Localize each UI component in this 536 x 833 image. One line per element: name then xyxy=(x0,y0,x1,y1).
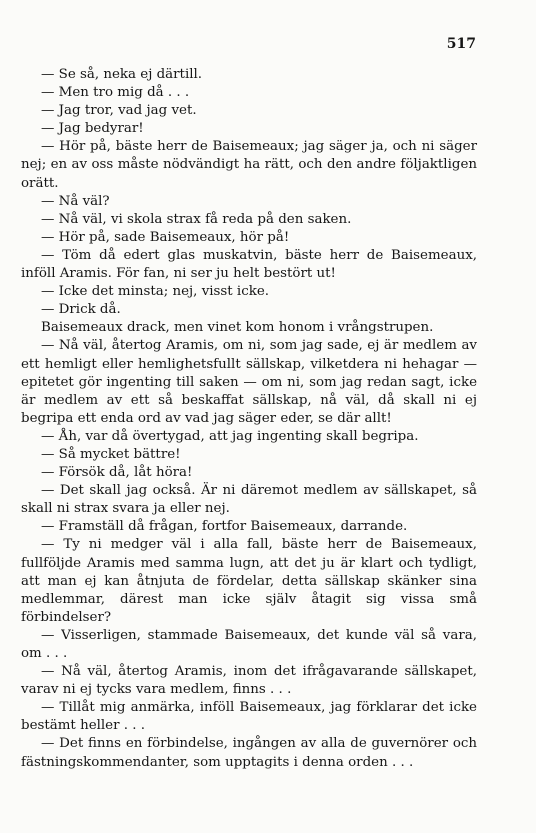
paragraph: — Hör på, sade Baisemeaux, hör på! xyxy=(41,229,290,245)
paragraph: — Jag bedyrar! xyxy=(41,121,144,137)
paragraph: — Nå väl, återtog Aramis, inom det ifrågavarande sällskapet, varav ni ej tycks vara medlem, finns . . . xyxy=(21,664,477,698)
paragraph: — Men tro mig då . . . xyxy=(41,85,190,101)
paragraph: — Det skall jag också. Är ni däremot medlem av sällskapet, så skall ni strax svara ja eller nej. xyxy=(21,483,477,517)
paragraph: — Visserligen, stammade Baisemeaux, det kunde väl så vara, om . . . xyxy=(21,627,477,661)
page-number: 517 xyxy=(446,36,476,52)
paragraph: — Ty ni medger väl i alla fall, bäste herr de Baisemeaux, fullföljde Aramis med samma lugn, att det ju är klart och tydligt, att man ej kan åtnjuta de fördelar, detta sällskap skänker sina medlemmar, därest man icke själv åtagit sig vissa små förbindelser? xyxy=(21,537,477,625)
paragraph: Baisemeaux drack, men vinet kom honom i vrångstrupen. xyxy=(41,320,434,336)
paragraph: — Jag tror, vad jag vet. xyxy=(41,103,197,119)
body-text xyxy=(21,66,477,772)
paragraph: — Se så, neka ej därtill. xyxy=(41,67,203,82)
paragraph: — Framställ då frågan, fortfor Baisemeaux, darrande. xyxy=(41,519,408,535)
paragraph: — Icke det minsta; nej, visst icke. xyxy=(41,284,269,300)
paragraph: — Hör på, bäste herr de Baisemeaux; jag säger ja, och ni säger nej; en av oss måste nödvändigt ha rätt, och den andre följaktligen orätt. xyxy=(21,139,477,191)
paragraph: — Försök då, låt höra! xyxy=(41,465,193,481)
paragraph: — Nå väl? xyxy=(41,193,110,209)
paragraph: — Nå väl, vi skola strax få reda på den saken. xyxy=(41,211,352,227)
paragraph: — Tillåt mig anmärka, inföll Baisemeaux, jag förklarar det icke bestämt heller . . . xyxy=(21,700,477,734)
paragraph: — Åh, var då övertygad, att jag ingenting skall begripa. xyxy=(41,428,419,444)
paragraph: — Töm då edert glas muskatvin, bäste herr de Baisemeaux, inföll Aramis. För fan, ni ser ju helt bestört ut! xyxy=(21,247,477,282)
paragraph: — Drick då. xyxy=(41,302,121,318)
paragraph: — Nå väl, återtog Aramis, om ni, som jag sade, ej är medlem av ett hemligt eller hemlighetsfullt sällskap, vilketdera ni hehagar — epitetet gör ingenting till saken — om ni, som jag redan sagt, icke är medlem av ett så beskaffat sällskap, nå väl, då skall ni ej begripa ett enda ord av vad jag säger eder, se där allt! xyxy=(21,338,477,426)
paragraph: — Det finns en förbindelse, ingången av alla de guvernörer och fästningskommendanter, som upptagits i denna orden . . . xyxy=(21,736,477,770)
paragraph: — Så mycket bättre! xyxy=(41,446,181,462)
